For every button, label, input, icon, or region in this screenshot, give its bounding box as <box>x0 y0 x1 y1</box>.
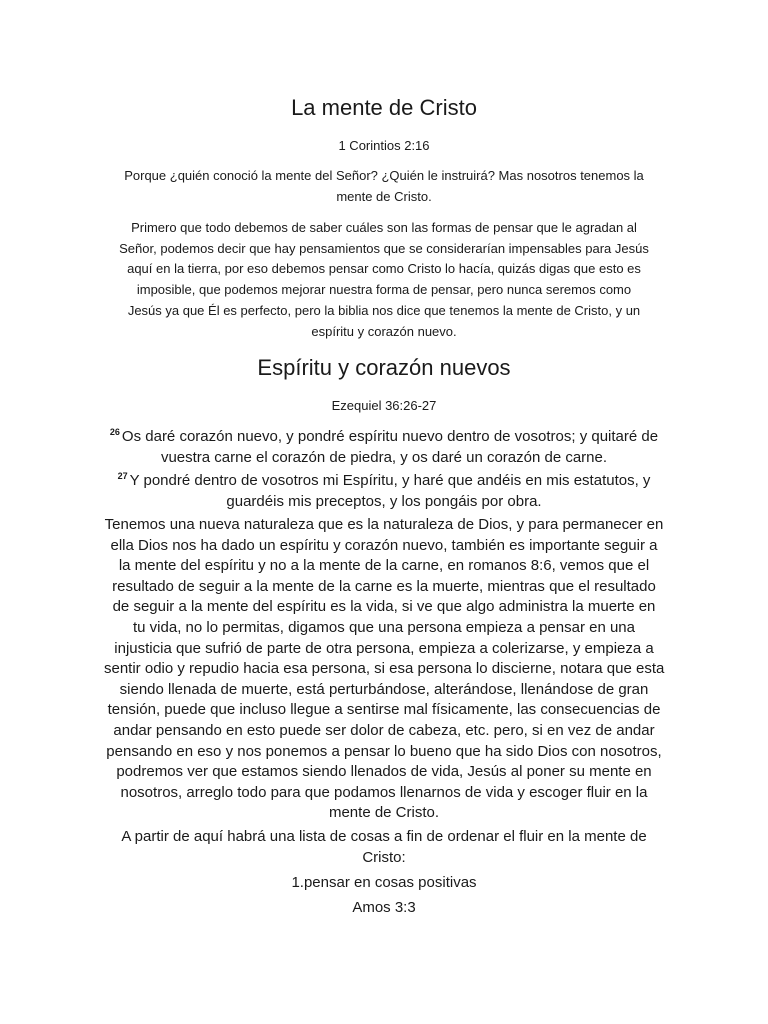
body-line: Tenemos una nueva naturaleza que es la naturaleza de Dios, y para permanecer en <box>104 516 664 533</box>
body-line: tensión, puede que incluso llegue a sentirse mal físicamente, las consecuencias de <box>107 701 661 719</box>
intro-line: imposible, que podemos mejorar nuestra forma de pensar, pero nunca seremos como <box>136 282 632 298</box>
body-line: nosotros, arreglo todo para que podamos llenarnos de vida y escoger fluir en la <box>120 783 648 801</box>
body-line: sentir odio y repudio hacia esa persona, si esa persona lo discierne, notara que esta <box>104 660 665 678</box>
body-line: injusticia que sufrió de parte de otra persona, empieza a colerizarse, y empieza a <box>114 639 654 657</box>
body-line: ella Dios nos ha dado un espíritu y corazón nuevo, también es importante seguir a <box>110 536 658 554</box>
list-item-1: 1.pensar en cosas positivas <box>291 874 477 891</box>
intro-line: Primero que todo debemos de saber cuáles son las formas de pensar que le agradan al <box>131 220 637 235</box>
verse-26-line <box>104 427 664 448</box>
body-line: de seguir a la mente del espíritu es la vida, si ve que algo administra la muerte en <box>112 598 656 616</box>
page-title: La mente de Cristo <box>291 95 477 120</box>
verse-1-line: Porque ¿quién conoció la mente del Señor? ¿Quién le instruirá? Mas nosotros tenemos la <box>124 168 644 183</box>
section-heading: Espíritu y corazón nuevos <box>257 355 511 380</box>
verse-reference-3: Amos 3:3 <box>352 899 416 916</box>
list-intro-line: Cristo: <box>362 848 406 866</box>
body-line: resultado de seguir a la mente de la carne es la muerte, mientras que el resultado <box>112 577 656 595</box>
verse-1-line: mente de Cristo. <box>336 188 432 204</box>
verse-27 <box>104 471 664 512</box>
intro-line: aquí en la tierra, por eso debemos pensar como Cristo lo hacía, quizás digas que esto es <box>127 261 641 277</box>
verse-reference-2: Ezequiel 36:26-27 <box>331 398 437 413</box>
verse-text-1 <box>104 166 664 207</box>
body-line: la mente del espíritu y no a la mente de la carne, en romanos 8:6, vemos que el <box>118 557 650 575</box>
intro-paragraph <box>104 218 664 342</box>
verse-27-line: guardéis mis preceptos, y los pongáis por obra. <box>226 492 542 510</box>
body-line: siendo llenada de muerte, está perturbándose, alterándose, llenándose de gran <box>119 680 649 698</box>
intro-line: Jesús ya que Él es perfecto, pero la biblia nos dice que tenemos la mente de Cristo, y un <box>127 302 641 318</box>
body-line: mente de Cristo. <box>328 804 440 822</box>
verse-26-text: Os daré corazón nuevo, y pondré espíritu nuevo dentro de vosotros; y quitaré de <box>121 428 659 445</box>
list-intro-line: A partir de aquí habrá una lista de cosas a fin de ordenar el fluir en la mente de <box>121 828 647 845</box>
verse-number: 26 <box>109 427 120 437</box>
body-line: pensando en eso y nos ponemos a pensar lo bueno que ha sido Dios con nosotros, <box>106 742 662 760</box>
body-line: tu vida, no lo permitas, digamos que una persona empieza a pensar en una <box>133 618 635 636</box>
body-line: andar pensando en esto puede ser dolor de cabeza, etc. pero, si en vez de andar <box>113 721 655 739</box>
intro-line: Señor, podemos decir que hay pensamientos que se considerarían impensables para Jesús <box>119 240 649 256</box>
body-paragraph <box>104 515 664 824</box>
body-line: podremos ver que estamos siendo llenados de vida, Jesús al poner su mente en <box>116 763 652 781</box>
verse-27-text: Y pondré dentro de vosotros mi Espíritu, y haré que andéis en mis estatutos, y <box>129 472 651 489</box>
verse-27-line <box>104 471 664 492</box>
intro-line: espíritu y corazón nuevo. <box>311 323 457 339</box>
verse-26 <box>104 427 664 468</box>
list-intro <box>104 827 664 868</box>
verse-number: 27 <box>117 471 128 481</box>
verse-reference-1: 1 Corintios 2:16 <box>338 138 430 153</box>
verse-26-line: vuestra carne el corazón de piedra, y os daré un corazón de carne. <box>160 448 608 466</box>
